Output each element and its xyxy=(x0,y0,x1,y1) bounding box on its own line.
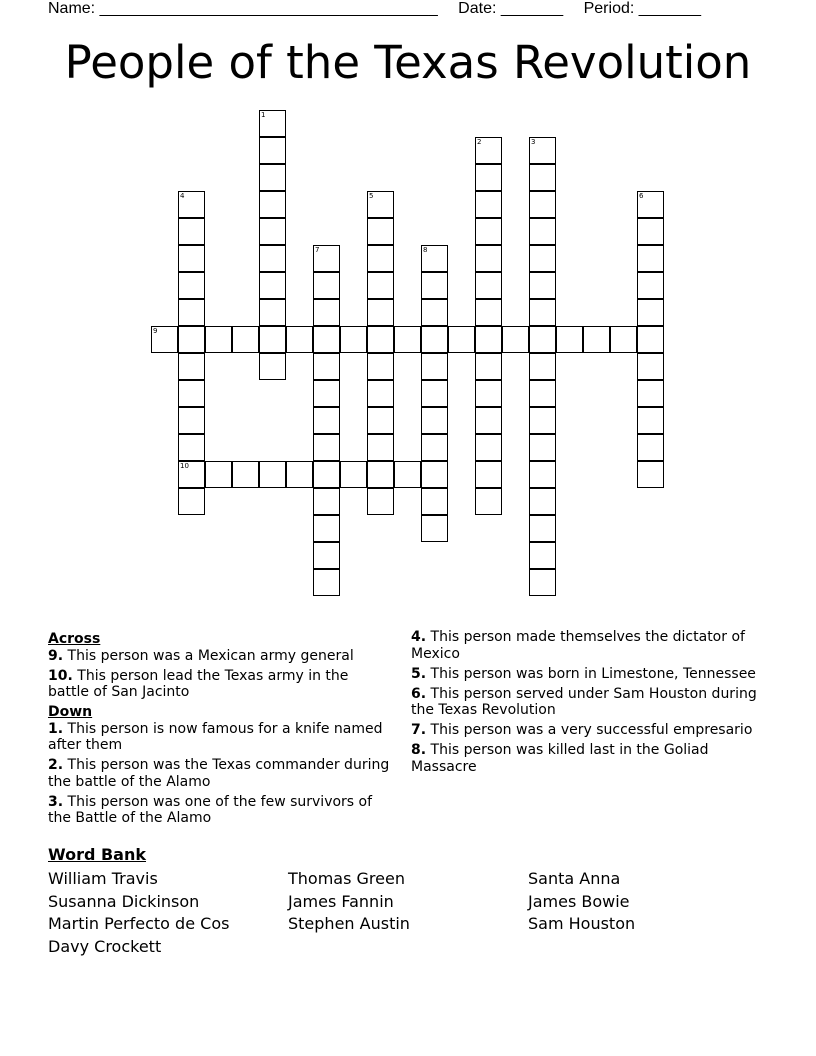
grid-cell[interactable] xyxy=(313,380,340,407)
grid-cell[interactable] xyxy=(313,434,340,461)
grid-cell[interactable] xyxy=(367,488,394,515)
down-clue-list xyxy=(48,721,393,827)
word-bank-entry: Santa Anna xyxy=(528,869,621,888)
clue-text: This person served under Sam Houston during the Texas Revolution xyxy=(411,685,757,718)
grid-cell[interactable] xyxy=(313,488,340,515)
grid-cell[interactable] xyxy=(637,353,664,380)
clue-item xyxy=(411,666,766,683)
grid-cell[interactable] xyxy=(394,461,421,488)
grid-cell[interactable] xyxy=(313,542,340,569)
grid-cell[interactable] xyxy=(610,326,637,353)
grid-cell[interactable] xyxy=(637,461,664,488)
grid-cell[interactable] xyxy=(421,272,448,299)
grid-cell[interactable] xyxy=(367,299,394,326)
grid-cell[interactable] xyxy=(205,326,232,353)
grid-cell[interactable] xyxy=(529,326,556,353)
grid-cell[interactable] xyxy=(205,461,232,488)
clue-item xyxy=(411,686,766,719)
grid-cell[interactable] xyxy=(367,326,394,353)
grid-cell[interactable] xyxy=(259,461,286,488)
grid-cell[interactable] xyxy=(313,326,340,353)
clue-item xyxy=(411,629,766,662)
clue-text: This person was killed last in the Goliad Massacre xyxy=(411,742,709,775)
grid-cell[interactable] xyxy=(259,110,286,137)
grid-cell[interactable] xyxy=(637,299,664,326)
clue-number: 7 xyxy=(315,246,320,254)
word-bank-entry: Davy Crockett xyxy=(48,937,162,957)
across-heading: Across xyxy=(48,631,101,647)
clue-number: 2 xyxy=(477,138,482,146)
down-heading: Down xyxy=(48,704,93,720)
clues-right-column xyxy=(411,629,766,779)
grid-cell[interactable] xyxy=(313,461,340,488)
clues-left-column xyxy=(48,629,393,830)
grid-cell[interactable] xyxy=(529,461,556,488)
grid-cell[interactable] xyxy=(475,218,502,245)
grid-cell[interactable] xyxy=(421,353,448,380)
grid-cell[interactable] xyxy=(475,461,502,488)
grid-cell[interactable] xyxy=(178,326,205,353)
grid-cell[interactable] xyxy=(475,353,502,380)
grid-cell[interactable] xyxy=(313,245,340,272)
grid-cell[interactable] xyxy=(475,137,502,164)
grid-cell[interactable] xyxy=(637,380,664,407)
grid-cell[interactable] xyxy=(529,488,556,515)
grid-cell[interactable] xyxy=(313,515,340,542)
grid-cell[interactable] xyxy=(367,461,394,488)
grid-cell[interactable] xyxy=(367,407,394,434)
clue-number-label: 3. xyxy=(48,793,64,810)
word-bank-entry: William Travis xyxy=(48,869,158,888)
clue-text: This person was born in Limestone, Tennessee xyxy=(426,665,756,682)
grid-cell[interactable] xyxy=(367,245,394,272)
grid-cell[interactable] xyxy=(313,407,340,434)
grid-cell[interactable] xyxy=(367,191,394,218)
grid-cell[interactable] xyxy=(421,407,448,434)
grid-cell[interactable] xyxy=(475,164,502,191)
grid-cell[interactable] xyxy=(475,191,502,218)
word-bank-entry: Susanna Dickinson xyxy=(48,891,200,911)
clue-number-label: 6. xyxy=(411,685,427,702)
grid-cell[interactable] xyxy=(637,407,664,434)
clue-item xyxy=(48,721,393,754)
clue-item xyxy=(411,722,766,739)
grid-cell[interactable] xyxy=(286,461,313,488)
clue-number-label: 5. xyxy=(411,665,427,682)
clue-number: 6 xyxy=(639,192,644,200)
clue-item xyxy=(48,757,393,790)
grid-cell[interactable] xyxy=(637,191,664,218)
clue-item xyxy=(48,794,393,827)
word-bank-column-3 xyxy=(528,868,635,936)
grid-cell[interactable] xyxy=(340,461,367,488)
name-field: Name: ______________________________________ xyxy=(48,0,438,17)
grid-cell[interactable] xyxy=(637,245,664,272)
clue-item xyxy=(48,648,393,665)
clue-text: This person was the Texas commander during the battle of the Alamo xyxy=(48,757,390,790)
clue-text: This person lead the Texas army in the battle of San Jacinto xyxy=(48,667,349,700)
grid-cell[interactable] xyxy=(421,380,448,407)
clue-number: 9 xyxy=(153,327,158,335)
word-bank-title: Word Bank xyxy=(48,845,147,864)
clue-text: This person was a very successful empresario xyxy=(426,722,753,738)
page-title: People of the Texas Revolution xyxy=(64,36,752,89)
clue-number-label: 2. xyxy=(48,757,64,773)
down-clue-list-continued xyxy=(411,629,766,775)
grid-cell[interactable] xyxy=(421,434,448,461)
grid-cell[interactable] xyxy=(232,461,259,488)
grid-cell[interactable] xyxy=(529,434,556,461)
grid-cell[interactable] xyxy=(367,434,394,461)
grid-cell[interactable] xyxy=(529,218,556,245)
clue-number: 4 xyxy=(180,192,185,200)
grid-cell[interactable] xyxy=(529,407,556,434)
clue-number: 8 xyxy=(423,246,428,254)
grid-cell[interactable] xyxy=(637,272,664,299)
grid-cell[interactable] xyxy=(421,515,448,542)
clue-number-label: 7. xyxy=(411,722,427,738)
clue-item xyxy=(48,668,393,701)
grid-cell[interactable] xyxy=(421,461,448,488)
grid-cell[interactable] xyxy=(178,191,205,218)
clue-item xyxy=(411,742,766,775)
grid-cell[interactable] xyxy=(529,380,556,407)
grid-cell[interactable] xyxy=(367,380,394,407)
grid-cell[interactable] xyxy=(259,164,286,191)
grid-cell[interactable] xyxy=(475,380,502,407)
grid-cell[interactable] xyxy=(340,326,367,353)
grid-cell[interactable] xyxy=(421,245,448,272)
word-bank-entry: Thomas Green xyxy=(288,869,405,888)
grid-cell[interactable] xyxy=(259,191,286,218)
grid-cell[interactable] xyxy=(178,218,205,245)
clue-number-label: 1. xyxy=(48,720,64,737)
grid-cell[interactable] xyxy=(178,434,205,461)
grid-cell[interactable] xyxy=(475,272,502,299)
grid-cell[interactable] xyxy=(421,299,448,326)
grid-cell[interactable] xyxy=(529,515,556,542)
clue-text: This person was one of the few survivors of the Battle of the Alamo xyxy=(48,793,373,826)
clue-number-label: 8. xyxy=(411,742,427,758)
clue-number: 5 xyxy=(369,192,374,200)
period-field: Period: _______ xyxy=(583,0,702,17)
grid-cell[interactable] xyxy=(367,353,394,380)
word-bank-entry: James Fannin xyxy=(288,891,394,911)
word-bank-entry: Martin Perfecto de Cos xyxy=(48,914,230,934)
clue-number: 1 xyxy=(261,111,266,119)
grid-cell[interactable] xyxy=(637,434,664,461)
grid-cell[interactable] xyxy=(637,326,664,353)
grid-cell[interactable] xyxy=(475,245,502,272)
clue-number: 3 xyxy=(531,138,536,146)
word-bank-entry: Sam Houston xyxy=(528,914,636,934)
grid-cell[interactable] xyxy=(178,380,205,407)
grid-cell[interactable] xyxy=(367,272,394,299)
grid-cell[interactable] xyxy=(475,326,502,353)
grid-cell[interactable] xyxy=(421,326,448,353)
grid-cell[interactable] xyxy=(529,542,556,569)
grid-cell[interactable] xyxy=(178,488,205,515)
grid-cell[interactable] xyxy=(475,488,502,515)
grid-cell[interactable] xyxy=(178,353,205,380)
grid-cell[interactable] xyxy=(529,299,556,326)
grid-cell[interactable] xyxy=(637,218,664,245)
grid-cell[interactable] xyxy=(313,272,340,299)
grid-cell[interactable] xyxy=(556,326,583,353)
grid-cell[interactable] xyxy=(313,569,340,596)
clue-number-label: 4. xyxy=(411,629,427,645)
grid-cell[interactable] xyxy=(529,164,556,191)
grid-cell[interactable] xyxy=(475,407,502,434)
grid-cell[interactable] xyxy=(232,326,259,353)
grid-cell[interactable] xyxy=(475,299,502,326)
date-field: Date: _______ xyxy=(458,0,564,17)
grid-cell[interactable] xyxy=(259,137,286,164)
grid-cell[interactable] xyxy=(421,488,448,515)
clue-text: This person is now famous for a knife named after them xyxy=(48,720,383,753)
grid-cell[interactable] xyxy=(313,353,340,380)
clue-text: This person made themselves the dictator of Mexico xyxy=(411,629,745,662)
clue-number-label: 9. xyxy=(48,647,64,664)
grid-cell[interactable] xyxy=(529,272,556,299)
grid-cell[interactable] xyxy=(286,326,313,353)
word-bank-column-2 xyxy=(288,868,410,936)
grid-cell[interactable] xyxy=(367,218,394,245)
grid-cell[interactable] xyxy=(502,326,529,353)
grid-cell[interactable] xyxy=(259,299,286,326)
grid-cell[interactable] xyxy=(178,407,205,434)
grid-cell[interactable] xyxy=(178,299,205,326)
grid-cell[interactable] xyxy=(313,299,340,326)
grid-cell[interactable] xyxy=(178,245,205,272)
grid-cell[interactable] xyxy=(259,272,286,299)
grid-cell[interactable] xyxy=(475,434,502,461)
grid-cell[interactable] xyxy=(529,245,556,272)
grid-cell[interactable] xyxy=(583,326,610,353)
grid-cell[interactable] xyxy=(178,272,205,299)
grid-cell[interactable] xyxy=(448,326,475,353)
grid-cell[interactable] xyxy=(259,353,286,380)
clue-number: 10 xyxy=(180,462,189,470)
word-bank-column-1 xyxy=(48,868,229,959)
clue-text: This person was a Mexican army general xyxy=(63,647,354,664)
grid-cell[interactable] xyxy=(151,326,178,353)
grid-cell[interactable] xyxy=(259,326,286,353)
grid-cell[interactable] xyxy=(529,569,556,596)
grid-cell[interactable] xyxy=(259,218,286,245)
clue-number-label: 10. xyxy=(48,667,73,684)
grid-cell[interactable] xyxy=(529,191,556,218)
word-bank-entry: James Bowie xyxy=(528,891,630,911)
grid-cell[interactable] xyxy=(259,245,286,272)
word-bank-entry: Stephen Austin xyxy=(288,914,410,934)
grid-cell[interactable] xyxy=(529,353,556,380)
grid-cell[interactable] xyxy=(529,137,556,164)
grid-cell[interactable] xyxy=(394,326,421,353)
across-clue-list xyxy=(48,648,393,701)
grid-cell[interactable] xyxy=(178,461,205,488)
